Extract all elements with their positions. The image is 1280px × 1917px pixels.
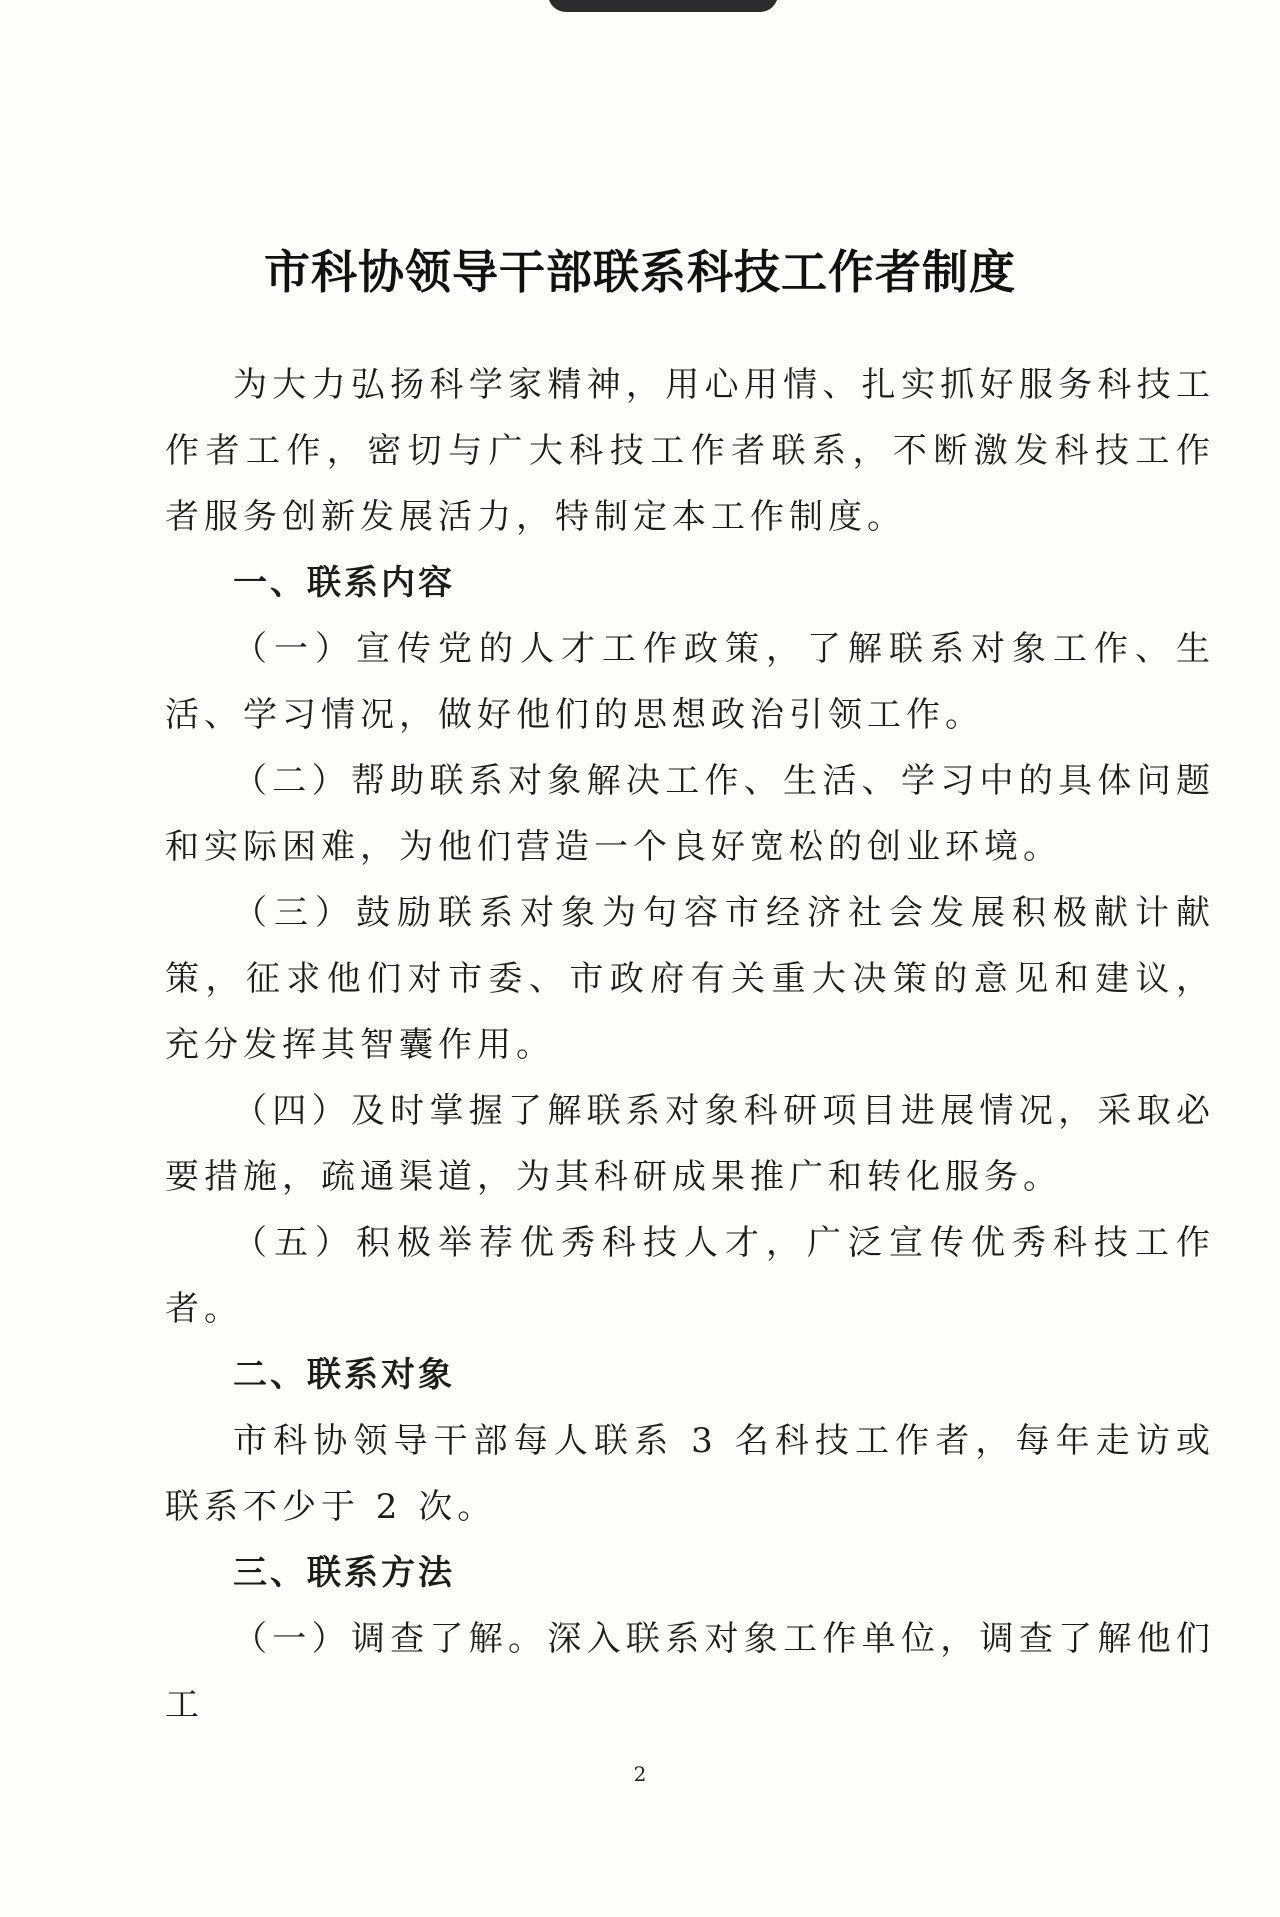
paragraph: 为大力弘扬科学家精神，用心用情、扎实抓好服务科技工作者工作，密切与广大科技工作者联系，不断激发科技工作者服务创新发展活力，特制定本工作制度。 [165,365,1215,537]
paragraph: （四）及时掌握了解联系对象科研项目进展情况，采取必要措施，疏通渠道，为其科研成果推广和转化服务。 [165,1091,1215,1197]
paragraph: （一）宣传党的人才工作政策，了解联系对象工作、生活、学习情况，做好他们的思想政治引领工作。 [165,629,1215,735]
paragraph: （五）积极举荐优秀科技人才，广泛宣传优秀科技工作者。 [165,1223,1215,1329]
section-heading: 二、联系对象 [233,1355,455,1395]
document-body [165,352,1215,1738]
section-heading: 一、联系内容 [233,563,455,603]
document-title: 市科协领导干部联系科技工作者制度 [264,244,1016,299]
section-heading: 三、联系方法 [233,1553,455,1593]
paragraph: （二）帮助联系对象解决工作、生活、学习中的具体问题和实际困难，为他们营造一个良好宽松的创业环境。 [165,761,1215,867]
paragraph: （一）调查了解。深入联系对象工作单位，调查了解他们工 [165,1619,1215,1725]
page-number: 2 [633,1762,647,1786]
paragraph: 市科协领导干部每人联系 3 名科技工作者，每年走访或联系不少于 2 次。 [165,1421,1215,1527]
paragraph: （三）鼓励联系对象为句容市经济社会发展积极献计献策，征求他们对市委、市政府有关重大决策的意见和建议，充分发挥其智囊作用。 [165,893,1215,1065]
scan-edge-shadow [548,0,778,12]
